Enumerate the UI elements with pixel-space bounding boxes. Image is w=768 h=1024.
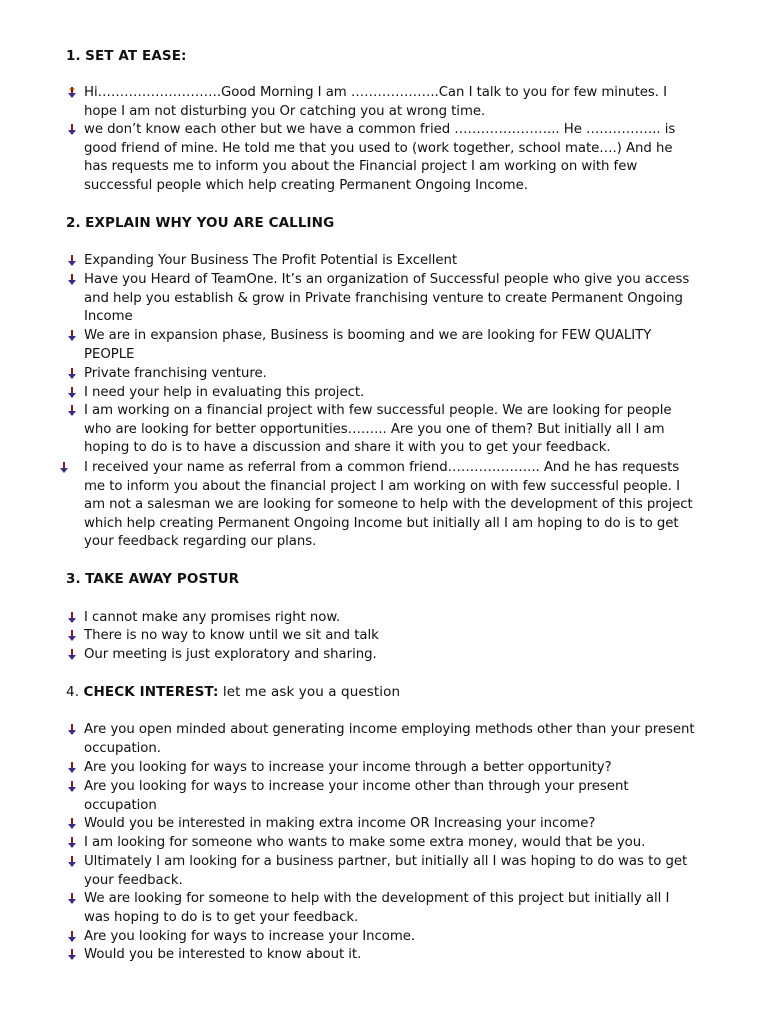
list-item-text (84, 834, 704, 853)
text-line: Are you open minded about generating income employing methods other than your present (84, 722, 695, 737)
list-item-text (84, 759, 704, 778)
text-line: hope I am not disturbing you Or catching you at wrong time. (84, 103, 486, 119)
list-item-text (84, 271, 704, 327)
text-line: Have you Heard of TeamOne. It’s an organization of Successful people who give you access (84, 272, 690, 287)
down-arrow-bullet-icon (66, 405, 78, 417)
list-item-text (84, 946, 704, 965)
down-arrow-bullet-icon (66, 856, 78, 868)
down-arrow-bullet-icon (66, 87, 78, 99)
section-subtitle: let me ask you a question (218, 684, 401, 700)
text-line: successful people which help creating Permanent Ongoing Income. (84, 177, 528, 193)
down-arrow-bullet-icon (66, 949, 78, 961)
down-arrow-bullet-icon (66, 368, 78, 380)
list-item-text (84, 646, 704, 665)
text-line: There is no way to know until we sit and talk (84, 628, 379, 643)
down-arrow-bullet-icon (66, 330, 78, 342)
text-line: Are you looking for ways to increase your income through a better opportunity? (84, 760, 612, 775)
list-item-text (84, 84, 704, 121)
section-1-heading (66, 48, 187, 64)
text-line: Would you be interested in making extra income OR Increasing your income? (84, 816, 596, 831)
text-line: Hi……………………….Good Morning I am ………………..Can I talk to you for few minutes. I (84, 85, 668, 100)
list-item-text (84, 365, 704, 384)
text-line: I need your help in evaluating this project. (84, 385, 365, 400)
down-arrow-bullet-icon (66, 837, 78, 849)
text-line: which help creating Permanent Ongoing Income but initially all I am hoping to do is to get (84, 515, 679, 531)
text-line: your feedback. (84, 872, 183, 888)
text-line: we don’t know each other but we have a common fried …………………... He …………….. is (84, 122, 676, 137)
down-arrow-bullet-icon (66, 781, 78, 793)
text-line: and help you establish & grow in Private franchising venture to create Permanent Ongoing (84, 290, 683, 306)
text-line: your feedback regarding our plans. (84, 534, 317, 550)
text-line: Ultimately I am looking for a business partner, but initially all I was hoping to do was to get (84, 854, 688, 869)
text-line: am not a salesman we are looking for someone to help with the development of this project (84, 497, 693, 513)
down-arrow-bullet-icon (66, 612, 78, 624)
text-line: occupation (84, 797, 157, 813)
text-line: hoping to do is to have a discussion and share it with you to get your feedback. (84, 440, 611, 456)
text-line: Would you be interested to know about it. (84, 947, 362, 962)
down-arrow-bullet-icon (66, 762, 78, 774)
list-item-text (84, 327, 704, 364)
text-line: I cannot make any promises right now. (84, 610, 341, 625)
text-line: I received your name as referral from a common friend………………... And he has requests (84, 460, 680, 475)
text-line: Private franchising venture. (84, 366, 267, 381)
down-arrow-bullet-icon (66, 818, 78, 830)
down-arrow-bullet-icon (66, 931, 78, 943)
text-line: I am looking for someone who wants to make some extra money, would that be you. (84, 835, 646, 850)
list-item-text (84, 721, 704, 758)
list-item-text (84, 252, 704, 271)
section-number: 4. (66, 684, 80, 700)
section-3-heading (66, 571, 239, 587)
list-item-text (84, 121, 704, 195)
list-item-text (84, 402, 704, 458)
text-line: PEOPLE (84, 346, 135, 362)
list-item-text (84, 384, 704, 403)
down-arrow-bullet-icon (66, 274, 78, 286)
text-line: Our meeting is just exploratory and sharing. (84, 647, 377, 662)
list-item-text (84, 627, 704, 646)
text-line: We are looking for someone to help with the development of this project but initially all I (84, 891, 670, 906)
text-line: Are you looking for ways to increase your Income. (84, 929, 416, 944)
section-2-heading (66, 215, 334, 231)
down-arrow-bullet-icon (58, 462, 70, 474)
section-number: 1. (66, 48, 81, 64)
down-arrow-bullet-icon (66, 893, 78, 905)
section-number: 3. (66, 571, 81, 587)
down-arrow-bullet-icon (66, 124, 78, 136)
text-line: has requests me to inform you about the Financial project I am working on with few (84, 159, 638, 175)
section-number: 2. (66, 215, 81, 231)
list-item-text (84, 853, 704, 890)
text-line: who are looking for better opportunities……... Are you one of them? But initially all I am (84, 421, 665, 437)
text-line: I am working on a financial project with few successful people. We are looking for people (84, 403, 672, 418)
down-arrow-bullet-icon (66, 630, 78, 642)
list-item-text (84, 815, 704, 834)
list-item-text (84, 778, 704, 815)
section-title: CHECK INTEREST: (83, 684, 219, 700)
text-line: Income (84, 309, 133, 325)
list-item-text (84, 928, 704, 947)
text-line: Are you looking for ways to increase your income other than through your present (84, 779, 629, 794)
down-arrow-bullet-icon (66, 649, 78, 661)
text-line: good friend of mine. He told me that you used to (work together, school mate….) And he (84, 140, 673, 156)
list-item-text (84, 459, 704, 552)
down-arrow-bullet-icon (66, 255, 78, 267)
text-line: Expanding Your Business The Profit Potential is Excellent (84, 253, 458, 268)
text-line: occupation. (84, 740, 161, 756)
down-arrow-bullet-icon (66, 387, 78, 399)
section-title: TAKE AWAY POSTUR (85, 571, 240, 587)
list-item-text (84, 609, 704, 628)
text-line: was hoping to do is to get your feedback. (84, 909, 359, 925)
down-arrow-bullet-icon (66, 724, 78, 736)
list-item-text (84, 890, 704, 927)
text-line: me to inform you about the financial project I am working on with few successful people. I (84, 478, 681, 494)
section-title: EXPLAIN WHY YOU ARE CALLING (85, 215, 335, 231)
section-title: SET AT EASE: (85, 48, 187, 64)
text-line: We are in expansion phase, Business is booming and we are looking for FEW QUALITY (84, 328, 652, 343)
section-4-heading (66, 684, 400, 700)
